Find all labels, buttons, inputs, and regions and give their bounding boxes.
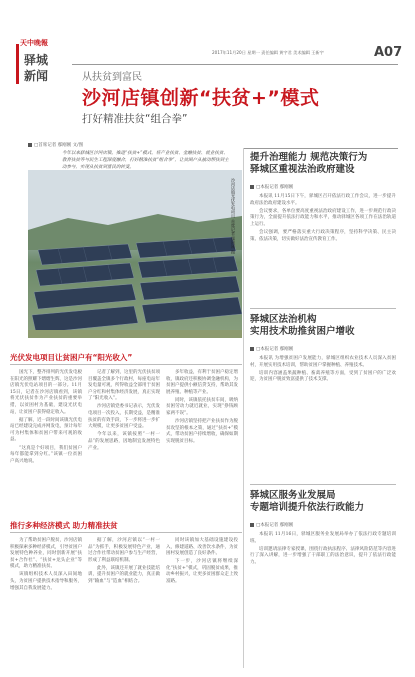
header-rule bbox=[72, 64, 398, 65]
right-rule-2 bbox=[250, 308, 396, 309]
solar-panels-illustration bbox=[28, 170, 242, 338]
paragraph: 培训内容涵盖果蔬种植、畜禽养殖等方面，受到了贫困户的广泛欢迎，为贫困户脱贫致富提供了技术支撑。 bbox=[250, 370, 396, 383]
page-number: A07 bbox=[374, 45, 403, 60]
paragraph: 同时该镇加大基础设施建设投入，修建道路、改善饮水条件，为贫困村发展创造了良好条件。 bbox=[166, 538, 238, 557]
paragraph: 国光下，整齐排列的光伏发电板在阳光的照耀下熠熠生辉，这是沙河店镇光伏电站项目的一部分。11月15日，记者在沙河店镇看到，该镇将光伏扶贫作为产业扶贫的重要举措，以贫困村为基础，建设光伏电站，让贫困户获得稳定收入。 bbox=[10, 370, 82, 415]
paragraph: 此外，该镇还开展了就业技能培训，提升贫困户的就业能力，真正做到“输血”与“造血”相结合。 bbox=[88, 565, 160, 585]
right-article-2-kicker: 驿城区法治机构 bbox=[250, 314, 317, 325]
section2-title: 推行多种经济模式 助力精准扶贫 bbox=[10, 521, 118, 530]
section1-title: 光伏发电项目让贫困户有“阳光收入” bbox=[10, 353, 133, 362]
column-divider bbox=[243, 148, 244, 668]
paragraph: 本报讯 为增强贫困户发展能力，驿城区组织农业技术人员深入贫困村，开展实用技术培训，帮助贫困户掌握种植、养殖技术。 bbox=[250, 356, 396, 368]
article-column-5 bbox=[88, 538, 160, 587]
article-lead: 今年以来驿城区沙河店镇，推进“扶贫+”模式，将产业扶贫、金融扶贫、就业扶贫、教育扶贫等与民生工程深度融合，打好精准扶贫“组合拳”，让贫困户从被动帮扶到主动参与，实现从扶贫到富民的转变。 bbox=[62, 151, 229, 170]
paragraph: 下一步，沙河店镇将继续深化“扶贫+”模式，巩固脱贫成果，推动乡村振兴，让更多贫困群众走上致富路。 bbox=[166, 559, 238, 585]
solar-panels-photo bbox=[28, 170, 242, 338]
section1-rule bbox=[10, 364, 242, 365]
article-column-6 bbox=[166, 538, 238, 587]
article-kicker: 从扶贫到富民 bbox=[82, 72, 142, 83]
section-name-line1: 驿城 bbox=[24, 53, 49, 67]
article-column-4 bbox=[10, 538, 82, 594]
right-article-1-title: 驿城区重视法治政府建设 bbox=[250, 164, 355, 175]
paragraph: 据了解，近一段时间该镇光伏电站已经建设完成并网发电，预计每年可为村集体和贫困户带来可观的收益。 bbox=[10, 417, 82, 443]
paragraph: 记者了解到，这里的光伏扶贫项目覆盖全镇多个行政村，每座电站年发电量可观，所得收益全部用于贫困户分红和村集体经济发展，真正实现了“阳光收入”。 bbox=[88, 370, 160, 402]
article-subhead: 打好精准扶贫“组合拳” bbox=[82, 113, 188, 125]
article-byline: □首席记者 鄢刚刚 文/图 bbox=[28, 142, 83, 148]
paragraph: 同时，该镇依托扶贫车间，吸纳贫困劳动力就近就业，实现“挣钱顾家两不误”。 bbox=[166, 397, 238, 417]
header-meta bbox=[212, 50, 370, 56]
article-column-2 bbox=[88, 370, 160, 454]
paragraph: 会议要求，各单位要高度重视法治政府建设工作，进一步规范行政决策行为，全面提升依法行政能力和水平，推动驿城区各项工作在法治轨道上运行。 bbox=[250, 208, 396, 227]
paragraph: 今年以来，该镇按照“一村一品”的发展思路，因地制宜发展特色产业。 bbox=[88, 432, 160, 451]
article-headline: 沙河店镇创新“扶贫+”模式 bbox=[82, 87, 320, 109]
right-article-3-kicker: 驿城区服务业发展局 bbox=[250, 490, 336, 501]
header-weekday: 星期一 bbox=[247, 50, 260, 55]
paragraph: 据了解，沙河店镇以“一村一品”为抓手，积极发展特色产业，通过合作社带动贫困户参与生产经营，形成了利益联结机制。 bbox=[88, 538, 160, 563]
section-name-line2: 新闻 bbox=[24, 69, 49, 83]
paragraph: 本报讯 11月15日下午，驿城区召开依法行政工作会议，进一步提升政府法治政府建设水平。 bbox=[250, 194, 396, 206]
photo-caption: 沙河店镇光伏发电项目 首席记者 鄢刚刚 摄 bbox=[231, 178, 236, 254]
right-rule-3 bbox=[250, 484, 396, 485]
paragraph: 沙河店镇坚持把产业扶贫作为脱贫攻坚的根本之策，通过“扶贫+”模式，带动贫困户持续增收，确保如期实现脱贫目标。 bbox=[166, 419, 238, 444]
paragraph: 培训邀请法律专家授课，围绕行政执法程序、法律风险防范等内容进行了深入讲解，进一步增强了干部职工的法治意识，提升了依法行政能力。 bbox=[250, 546, 396, 565]
header-designer: 美术编辑 王新宇 bbox=[293, 50, 324, 55]
right-article-1-header bbox=[250, 152, 396, 176]
article-column-1 bbox=[10, 370, 82, 467]
right-article-1-body bbox=[250, 194, 396, 245]
masthead-brand: 天中晚報 bbox=[20, 39, 48, 47]
right-article-3-byline: □本报记者 鄢刚刚 bbox=[250, 522, 293, 528]
paragraph: 为了帮助贫困户脱贫，沙河店镇积极探索多种经济模式，引导贫困户发展特色种养业，同时创新开展“扶贫+合作社”、“扶贫+龙头企业”等模式，助力精准扶贫。 bbox=[10, 538, 82, 570]
header-editor: 责任编辑 黄宇君 bbox=[261, 50, 292, 55]
right-article-2-title: 实用技术助推贫困户增收 bbox=[250, 326, 355, 337]
article-column-3 bbox=[166, 370, 238, 447]
paragraph: 多年收益，有利于贫困户稳定增收，镇政府还积极协调金融机构，为贫困户提供小额信贷支持，帮助其发展养殖、种植等产业。 bbox=[166, 370, 238, 395]
right-article-2-byline: □本报记者 鄢刚刚 bbox=[250, 346, 293, 352]
right-article-3-body bbox=[250, 532, 396, 568]
right-article-3-title: 专题培训提升依法行政能力 bbox=[250, 502, 365, 513]
right-article-2-body bbox=[250, 356, 396, 385]
right-article-3-header bbox=[250, 490, 396, 514]
right-article-1-kicker: 提升治理能力 规范决策行为 bbox=[250, 152, 368, 163]
right-article-2-header bbox=[250, 314, 396, 338]
paragraph: 本报讯 11月16日，驿城区服务业发展局举办了依法行政专题培训班。 bbox=[250, 532, 396, 544]
paragraph: 会议强调，要严格落实重大行政决策程序，坚持科学决策、民主决策、依法决策，切实做好法治宣传教育工作。 bbox=[250, 229, 396, 242]
paragraph: 沙河店镇党委书记表示，光伏发电项目一次投入，长期受益，是精准扶贫的有效手段，下一步将进一步扩大规模，让更多贫困户受益。 bbox=[88, 404, 160, 430]
right-panel-rule bbox=[244, 148, 398, 149]
section-name bbox=[24, 52, 68, 84]
section2-rule bbox=[10, 532, 242, 533]
paragraph: “这真是个好项目，我们贫困户每年都能拿到分红。”该镇一位贫困户高兴地说。 bbox=[10, 445, 82, 464]
masthead-bar bbox=[16, 44, 19, 84]
right-article-1-byline: □本报记者 鄢刚刚 bbox=[250, 184, 293, 190]
paragraph: 该镇组织技术人员深入田间地头，为贫困户提供技术指导和服务，增强其自我发展能力。 bbox=[10, 572, 82, 591]
header-date: 2017年11月20日 bbox=[212, 50, 246, 55]
